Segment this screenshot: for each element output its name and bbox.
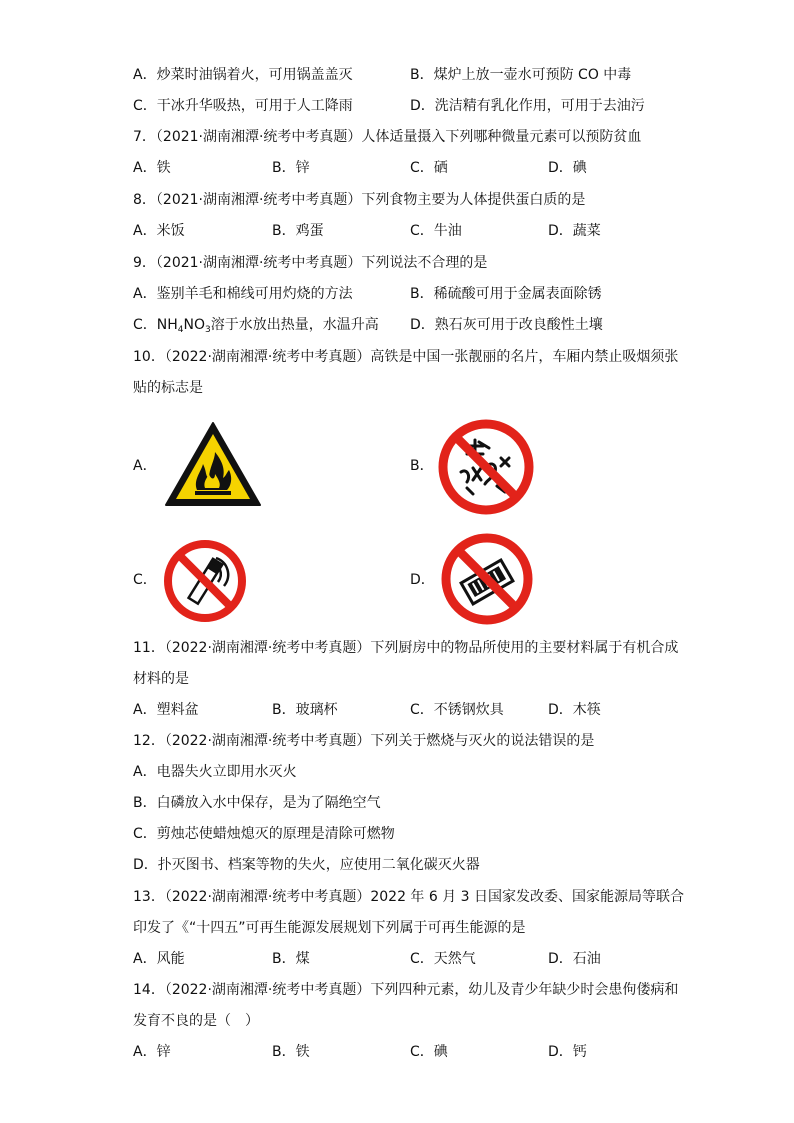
q9-option-c[interactable] — [133, 315, 379, 340]
q11-stem-line1: 11．（2022·湖南湘潭·统考中考真题）下列厨房中的物品所使用的主要材料属于有机合成 — [133, 640, 679, 656]
q7-stem: 7．（2021·湖南湘潭·统考中考真题）人体适量摄入下列哪种微量元素可以预防贫血 — [133, 129, 642, 145]
no-fireworks-icon[interactable] — [437, 418, 535, 520]
q10-option-d[interactable]: D． — [410, 572, 435, 588]
q14-option-c[interactable]: C．碘 — [410, 1044, 448, 1060]
q14-option-b[interactable]: B．铁 — [272, 1044, 310, 1060]
q9-option-b[interactable]: B．稀硫酸可用于金属表面除锈 — [410, 286, 602, 302]
q9-stem: 9．（2021·湖南湘潭·统考中考真题）下列说法不合理的是 — [133, 255, 488, 271]
q12-option-a[interactable]: A．电器失火立即用水灭火 — [133, 764, 297, 780]
q14-option-d[interactable]: D．钙 — [548, 1044, 587, 1060]
q13-stem-line2: 印发了《“十四五”可再生能源发展规划下列属于可再生能源的是 — [133, 920, 526, 936]
q8-stem: 8．（2021·湖南湘潭·统考中考真题）下列食物主要为人体提供蛋白质的是 — [133, 192, 586, 208]
q9-c-sub2: 3 — [205, 325, 211, 335]
q12-option-d[interactable]: D．扑灭图书、档案等物的失火，应使用二氧化碳灭火器 — [133, 857, 480, 873]
q8-option-b[interactable]: B．鸡蛋 — [272, 223, 324, 239]
q9-c-sub1: 4 — [177, 325, 184, 335]
q11-option-c[interactable]: C．不锈钢炊具 — [410, 702, 504, 718]
q7-option-d[interactable]: D．碘 — [548, 160, 587, 176]
q13-option-d[interactable]: D．石油 — [548, 951, 601, 967]
q10-option-c[interactable]: C． — [133, 572, 157, 588]
q13-option-c[interactable]: C．天然气 — [410, 951, 476, 967]
q6-option-b[interactable]: B．煤炉上放一壶水可预防 CO 中毒 — [410, 67, 632, 83]
q14-option-a[interactable]: A．锌 — [133, 1044, 171, 1060]
q8-option-c[interactable]: C．牛油 — [410, 223, 462, 239]
q11-stem-line2: 材料的是 — [133, 671, 189, 687]
q9-c-mid: NO — [183, 317, 206, 333]
q11-option-a[interactable]: A．塑料盆 — [133, 702, 199, 718]
flammable-warning-icon[interactable] — [163, 420, 263, 512]
q8-option-d[interactable]: D．蔬菜 — [548, 223, 601, 239]
q12-stem: 12．（2022·湖南湘潭·统考中考真题）下列关于燃烧与灭火的说法错误的是 — [133, 733, 595, 749]
q7-option-c[interactable]: C．硒 — [410, 160, 448, 176]
q10-stem-line2: 贴的标志是 — [133, 380, 203, 396]
q6-option-a[interactable]: A．炒菜时油锅着火，可用锅盖盖灭 — [133, 67, 353, 83]
q7-option-a[interactable]: A．铁 — [133, 160, 171, 176]
q10-option-a[interactable]: A． — [133, 458, 157, 474]
q6-option-d[interactable]: D．洗洁精有乳化作用，可用于去油污 — [410, 98, 645, 114]
q12-option-c[interactable]: C．剪烛芯使蜡烛熄灭的原理是清除可燃物 — [133, 826, 395, 842]
q6-option-c[interactable]: C．干冰升华吸热，可用于人工降雨 — [133, 98, 353, 114]
no-matches-icon[interactable] — [440, 532, 534, 630]
q10-option-b[interactable]: B． — [410, 458, 434, 474]
q13-stem-line1: 13．（2022·湖南湘潭·统考中考真题）2022 年 6 月 3 日国家发改委、国家能源局等联合 — [133, 889, 685, 905]
q9-c-prefix: C．NH — [133, 317, 178, 333]
q7-option-b[interactable]: B．锌 — [272, 160, 310, 176]
q11-option-b[interactable]: B．玻璃杯 — [272, 702, 338, 718]
q13-option-b[interactable]: B．煤 — [272, 951, 310, 967]
q10-stem-line1: 10．（2022·湖南湘潭·统考中考真题）高铁是中国一张靓丽的名片，车厢内禁止吸烟须张 — [133, 349, 679, 365]
q13-option-a[interactable]: A．风能 — [133, 951, 185, 967]
q9-c-suffix: 溶于水放出热量，水温升高 — [210, 317, 379, 333]
q14-stem-line1: 14．（2022·湖南湘潭·统考中考真题）下列四种元素，幼儿及青少年缺少时会患佝偻病和 — [133, 982, 679, 998]
no-smoking-icon[interactable] — [162, 538, 248, 628]
q8-option-a[interactable]: A．米饭 — [133, 223, 185, 239]
q11-option-d[interactable]: D．木筷 — [548, 702, 601, 718]
q14-stem-line2: 发育不良的是（ ） — [133, 1013, 259, 1029]
q9-option-a[interactable]: A．鉴别羊毛和棉线可用灼烧的方法 — [133, 286, 353, 302]
q9-option-d[interactable]: D．熟石灰可用于改良酸性土壤 — [410, 317, 603, 333]
q12-option-b[interactable]: B．白磷放入水中保存，是为了隔绝空气 — [133, 795, 381, 811]
